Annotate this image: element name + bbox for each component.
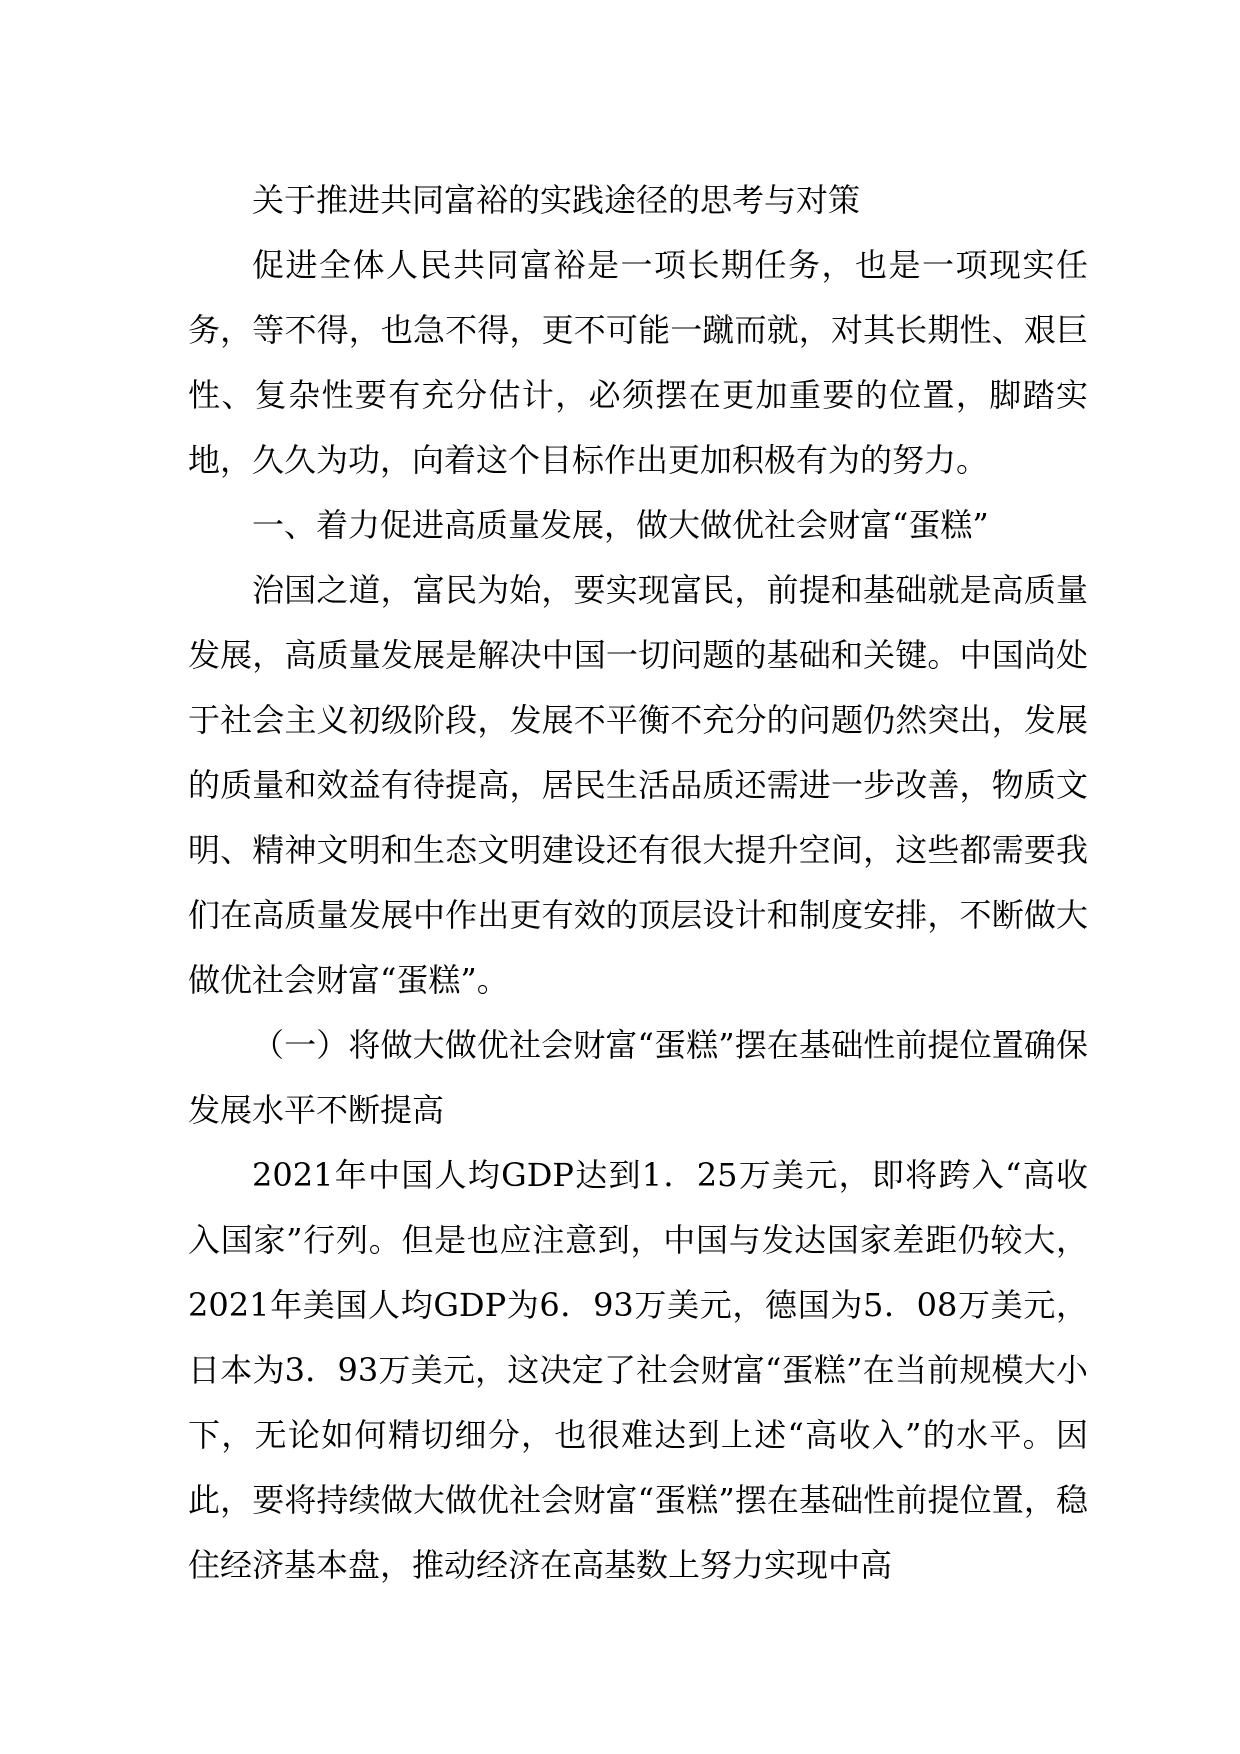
- document-title: 关于推进共同富裕的实践途径的思考与对策: [252, 181, 861, 219]
- paragraph-subsection-1: 2021年中国人均GDP达到1．25万美元，即将跨入“高收入国家”行列。但是也应注意到，中国与发达国家差距仍较大，2021年美国人均GDP为6．93万美元，德国为5．08万美元，日本为3．93万美元，这决定了社会财富“蛋糕”在当前规模大小下，无论如何精切细分，也很难达到上述“高收入”的水平。因此，要将持续做大做优社会财富“蛋糕”摆在基础性前提位置，稳住经济基本盘，推动经济在高基数上努力实现中高: [188, 1156, 1088, 1584]
- paragraph-intro: 促进全体人民共同富裕是一项长期任务，也是一项现实任务，等不得，也急不得，更不可能一蹴而就，对其长期性、艰巨性、复杂性要有充分估计，必须摆在更加重要的位置，脚踏实地，久久为功，向着这个目标作出更加积极有为的努力。: [188, 246, 1088, 479]
- paragraph-section-1: 治国之道，富民为始，要实现富民，前提和基础就是高质量发展，高质量发展是解决中国一切问题的基础和关键。中国尚处于社会主义初级阶段，发展不平衡不充分的问题仍然突出，发展的质量和效益有待提高，居民生活品质还需进一步改善，物质文明、精神文明和生态文明建设还有很大提升空间，这些都需要我们在高质量发展中作出更有效的顶层设计和制度安排，不断做大做优社会财富“蛋糕”。: [188, 571, 1088, 999]
- document-body: [188, 168, 1088, 1598]
- subsection-heading-1: （一）将做大做优社会财富“蛋糕”摆在基础性前提位置确保发展水平不断提高: [188, 1026, 1088, 1129]
- section-heading-1: 一、着力促进高质量发展，做大做优社会财富“蛋糕”: [252, 506, 989, 544]
